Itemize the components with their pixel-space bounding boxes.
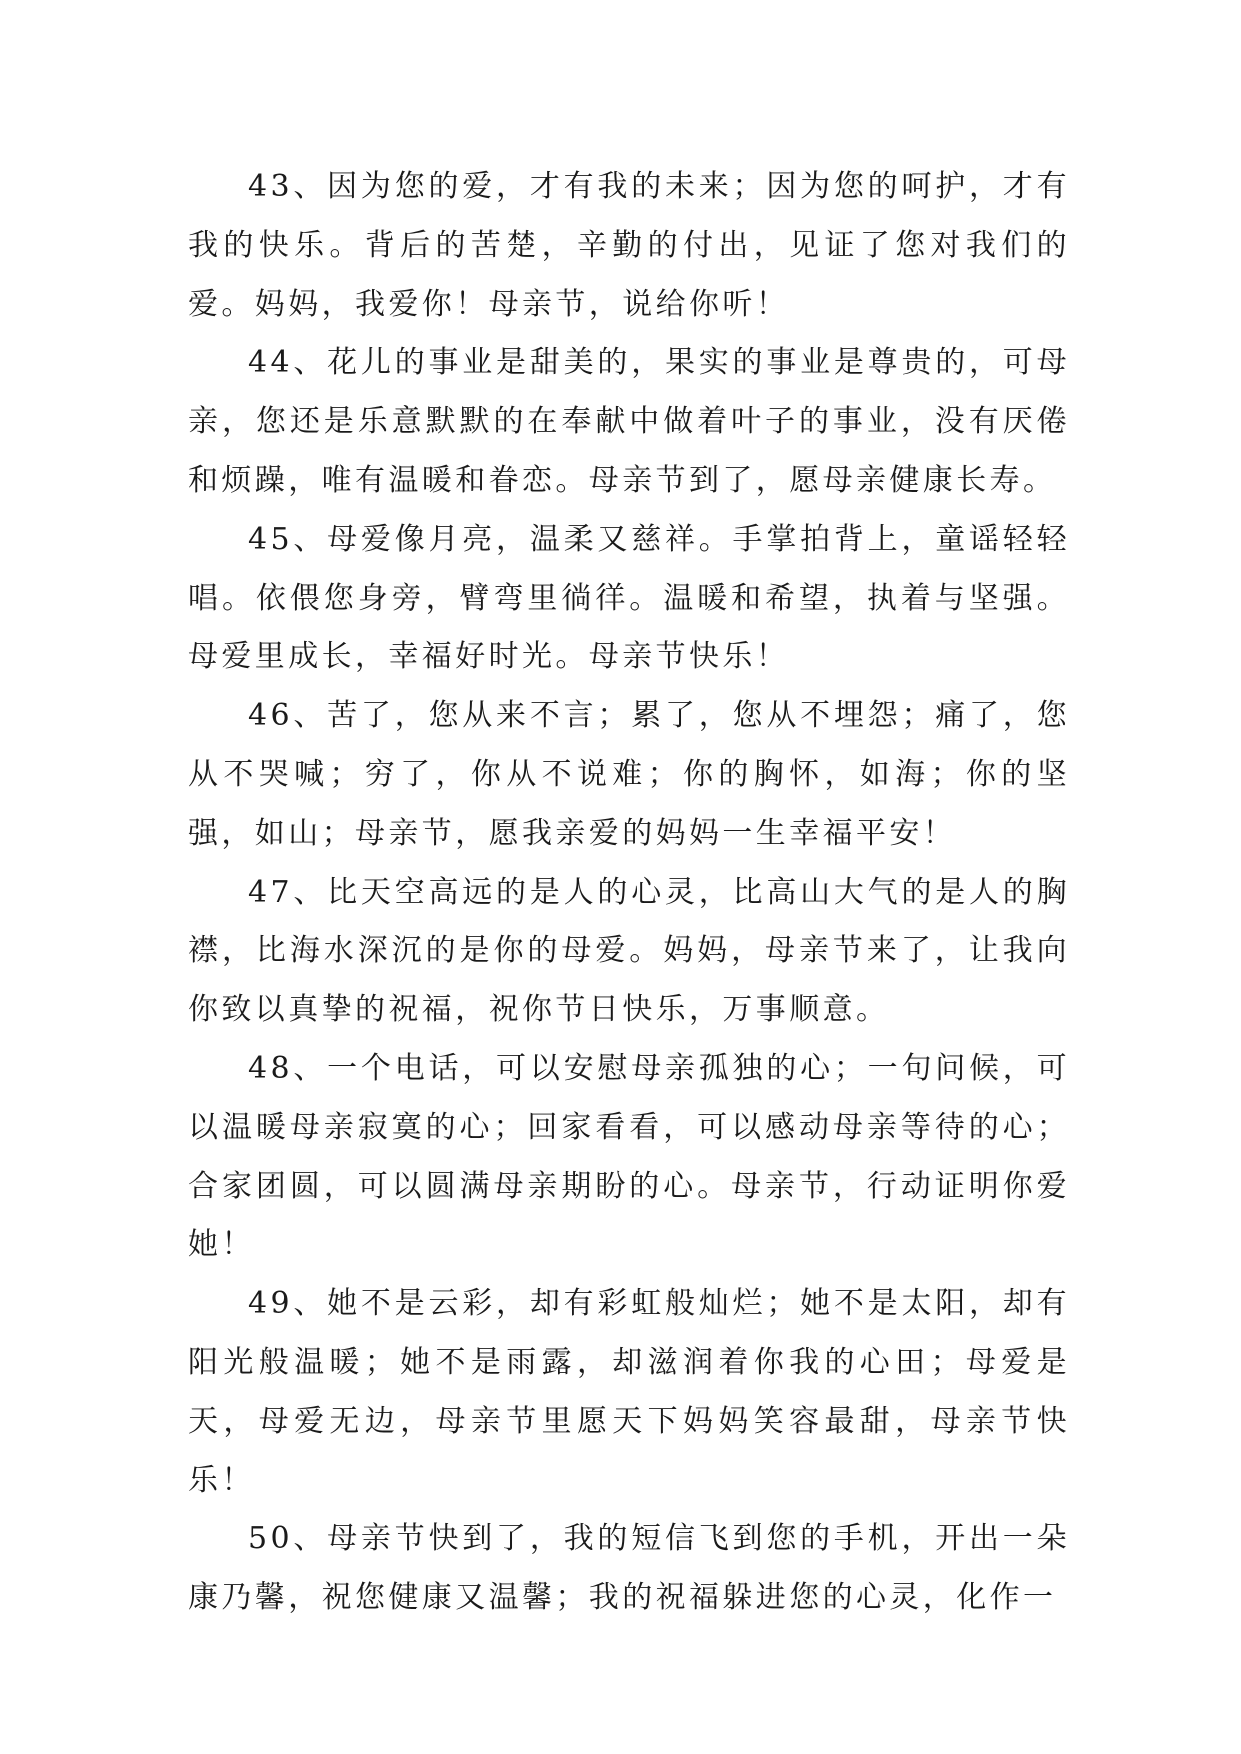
paragraph-49: 49、她不是云彩，却有彩虹般灿烂；她不是太阳，却有阳光般温暖；她不是雨露，却滋润着你我的心田；母爱是天，母爱无边，母亲节里愿天下妈妈笑容最甜，母亲节快乐！ [188, 1286, 1070, 1498]
paragraph-44: 44、花儿的事业是甜美的，果实的事业是尊贵的，可母亲，您还是乐意默默的在奉献中做着叶子的事业，没有厌倦和烦躁，唯有温暖和眷恋。母亲节到了，愿母亲健康长寿。 [188, 345, 1070, 498]
paragraph-50: 50、母亲节快到了，我的短信飞到您的手机，开出一朵康乃馨，祝您健康又温馨；我的祝福躲进您的心灵，化作一 [188, 1521, 1070, 1616]
document-body [188, 158, 1070, 1628]
paragraph-47: 47、比天空高远的是人的心灵，比高山大气的是人的胸襟，比海水深沉的是你的母爱。妈妈，母亲节来了，让我向你致以真挚的祝福，祝你节日快乐，万事顺意。 [188, 874, 1070, 1028]
paragraph-46: 46、苦了，您从来不言；累了，您从不埋怨；痛了，您从不哭喊；穷了，你从不说难；你的胸怀，如海；你的坚强，如山；母亲节，愿我亲爱的妈妈一生幸福平安！ [188, 698, 1070, 851]
paragraph-43: 43、因为您的爱，才有我的未来；因为您的呵护，才有我的快乐。背后的苦楚，辛勤的付出，见证了您对我们的爱。妈妈，我爱你！母亲节，说给你听！ [188, 169, 1070, 322]
paragraph-45: 45、母爱像月亮，温柔又慈祥。手掌拍背上，童谣轻轻唱。依偎您身旁，臂弯里徜徉。温暖和希望，执着与坚强。母爱里成长，幸福好时光。母亲节快乐！ [188, 521, 1070, 675]
paragraph-48: 48、一个电话，可以安慰母亲孤独的心；一句问候，可以温暖母亲寂寞的心；回家看看，可以感动母亲等待的心；合家团圆，可以圆满母亲期盼的心。母亲节，行动证明你爱她！ [188, 1050, 1070, 1263]
